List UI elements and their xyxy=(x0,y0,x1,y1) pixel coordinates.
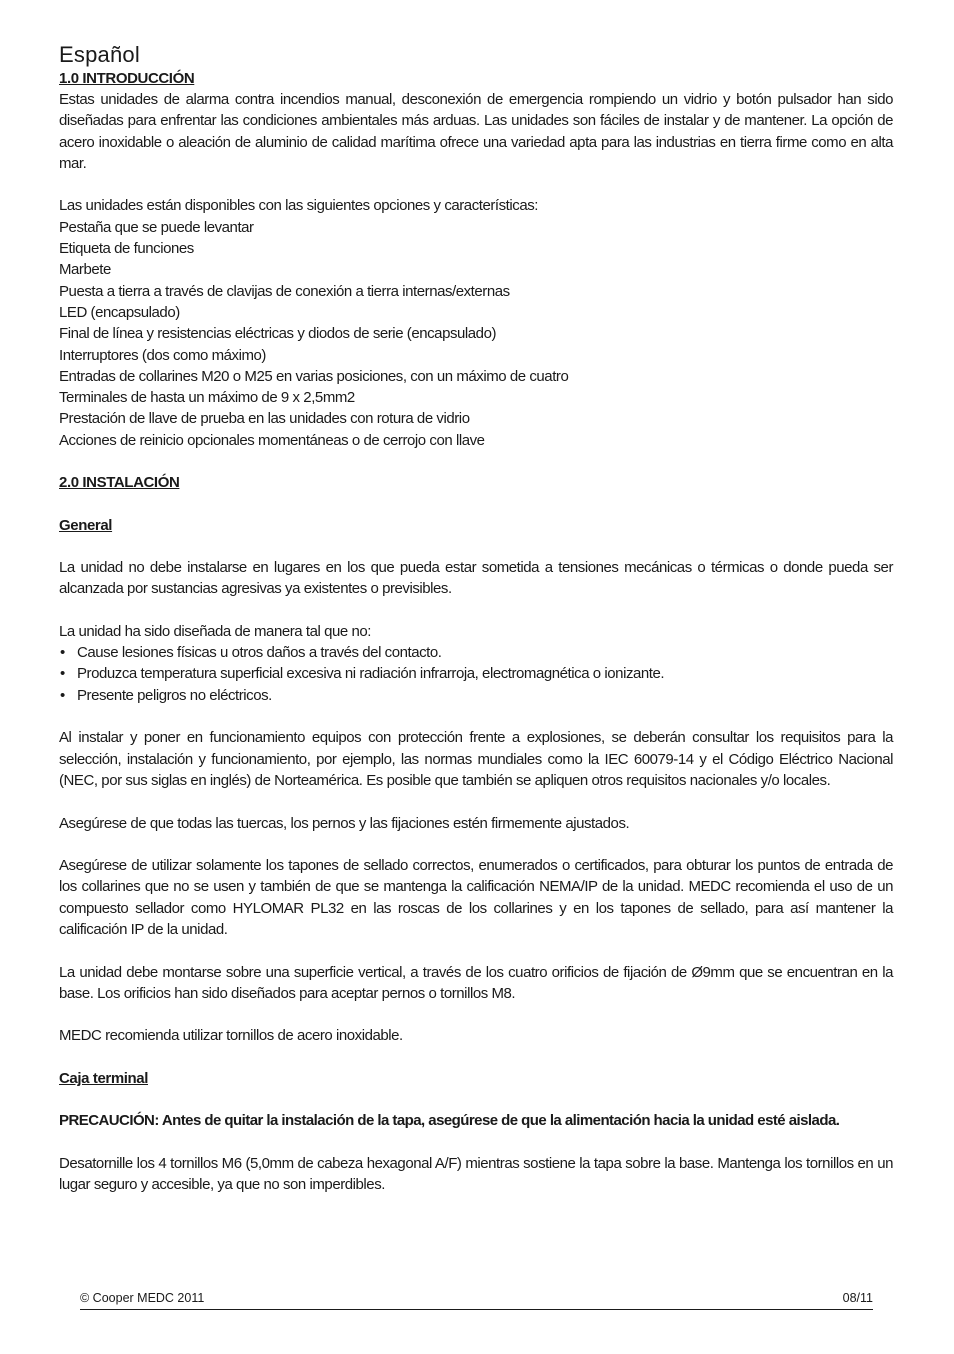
list-item: Prestación de llave de prueba en las unidades con rotura de vidrio xyxy=(59,410,470,428)
intro-paragraph: Estas unidades de alarma contra incendios manual, desconexión de emergencia rompiendo un vidrio y botón pulsador han sido diseñadas para enfrentar las condiciones ambientales más arduas. Las unidades son fáciles de instalar y de mantener. La opción de acero inoxidable o aleación de aluminio de calidad marítima ofrece una variedad apta para las industrias en tierra firme como en alta mar. xyxy=(59,91,893,172)
general-paragraph-3: Asegúrese de que todas las tuercas, los pernos y las fijaciones estén firmemente ajustados. xyxy=(59,814,630,832)
intro-heading: 1.0 INTRODUCCIÓN xyxy=(59,70,195,87)
bullet-icon: • xyxy=(60,644,65,662)
spacer xyxy=(59,536,893,557)
general-paragraph-5: La unidad debe montarse sobre una superficie vertical, a través de los cuatro orificios de fijación de Ø9mm que se encuentran en la base. Los orificios han sido diseñados para aceptar pernos o tornillos M8. xyxy=(59,963,893,1002)
bullet-item xyxy=(59,642,893,663)
options-list xyxy=(59,217,893,451)
spacer xyxy=(59,1004,893,1025)
design-bullets xyxy=(59,642,893,706)
general-paragraph-6: MEDC recomienda utilizar tornillos de acero inoxidable. xyxy=(59,1027,403,1045)
general-paragraph-2: Al instalar y poner en funcionamiento equipos con protección frente a explosiones, se deberán consultar los requisitos para la selección, instalación y funcionamiento, por ejemplo, las normas mundiales como la IEC 60079-14 y el Código Eléctrico Nacional (NEC, por sus siglas en inglés) de Norteamérica. Es posible que también se apliquen otros requisitos nacionales y/o locales. xyxy=(59,729,893,789)
terminal-paragraph-1: Desatornille los 4 tornillos M6 (5,0mm de cabeza hexagonal A/F) mientras sostiene la tapa sobre la base. Mantenga los tornillos en un lugar seguro y accesible, ya que no son imperdibles. xyxy=(59,1154,893,1194)
spacer xyxy=(59,1089,893,1110)
document-page xyxy=(59,42,893,1196)
bullet-text: Produzca temperatura superficial excesiva ni radiación infrarroja, electromagnética o ionizante. xyxy=(77,665,665,683)
spacer xyxy=(59,1132,893,1153)
install-heading: 2.0 INSTALACIÓN xyxy=(59,474,180,492)
design-lead: La unidad ha sido diseñada de manera tal que no: xyxy=(59,622,371,640)
spacer xyxy=(59,940,893,961)
page-footer xyxy=(80,1291,873,1310)
list-item: Puesta a tierra a través de clavijas de conexión a tierra internas/externas xyxy=(59,282,510,300)
list-item: Entradas de collarines M20 o M25 en varias posiciones, con un máximo de cuatro xyxy=(59,367,569,385)
bullet-icon: • xyxy=(60,665,65,683)
general-paragraph-4: Asegúrese de utilizar solamente los tapones de sellado correctos, enumerados o certificados, para obturar los puntos de entrada de los collarines que no se usen y también de que se mantenga la calificación NEMA/IP de la unidad. MEDC recomienda el uso de un compuesto sellador como HYLOMAR PL32 en las roscas de los collarines y en los tapones de sellado, para así mantener la calificación IP de la unidad. xyxy=(59,857,893,938)
list-item: Etiqueta de funciones xyxy=(59,240,194,258)
general-heading: General xyxy=(59,516,113,534)
bullet-text: Cause lesiones físicas u otros daños a través del contacto. xyxy=(77,644,442,662)
bullet-icon: • xyxy=(60,686,65,704)
list-item: LED (encapsulado) xyxy=(59,303,180,321)
footer-copyright: © Cooper MEDC 2011 xyxy=(80,1291,205,1305)
terminal-heading: Caja terminal xyxy=(59,1070,149,1088)
spacer xyxy=(59,600,893,621)
spacer xyxy=(59,493,893,514)
spacer xyxy=(59,1047,893,1068)
spacer xyxy=(59,706,893,727)
bullet-item xyxy=(59,663,893,684)
spacer xyxy=(59,791,893,812)
list-item: Interruptores (dos como máximo) xyxy=(59,346,266,364)
caution-text: PRECAUCIÓN: Antes de quitar la instalación de la tapa, asegúrese de que la alimentación hacia la unidad esté aislada. xyxy=(59,1112,840,1130)
spacer xyxy=(59,834,893,855)
list-item: Acciones de reinicio opcionales momentáneas o de cerrojo con llave xyxy=(59,431,485,449)
list-item: Final de línea y resistencias eléctricas y diodos de serie (encapsulado) xyxy=(59,325,497,343)
bullet-item xyxy=(59,685,893,706)
bullet-text: Presente peligros no eléctricos. xyxy=(77,686,272,704)
language-title: Español xyxy=(59,42,140,67)
general-paragraph-1: La unidad no debe instalarse en lugares en los que pueda estar sometida a tensiones mecánicas o térmicas o donde pueda ser alcanzada por sustancias agresivas ya existentes o previsibles. xyxy=(59,558,893,598)
list-item: Marbete xyxy=(59,261,111,279)
options-lead: Las unidades están disponibles con las siguientes opciones y características: xyxy=(59,197,538,215)
list-item: Pestaña que se puede levantar xyxy=(59,218,254,236)
spacer xyxy=(59,174,893,195)
list-item: Terminales de hasta un máximo de 9 x 2,5mm2 xyxy=(59,389,355,407)
spacer xyxy=(59,451,893,472)
footer-date: 08/11 xyxy=(842,1291,873,1305)
